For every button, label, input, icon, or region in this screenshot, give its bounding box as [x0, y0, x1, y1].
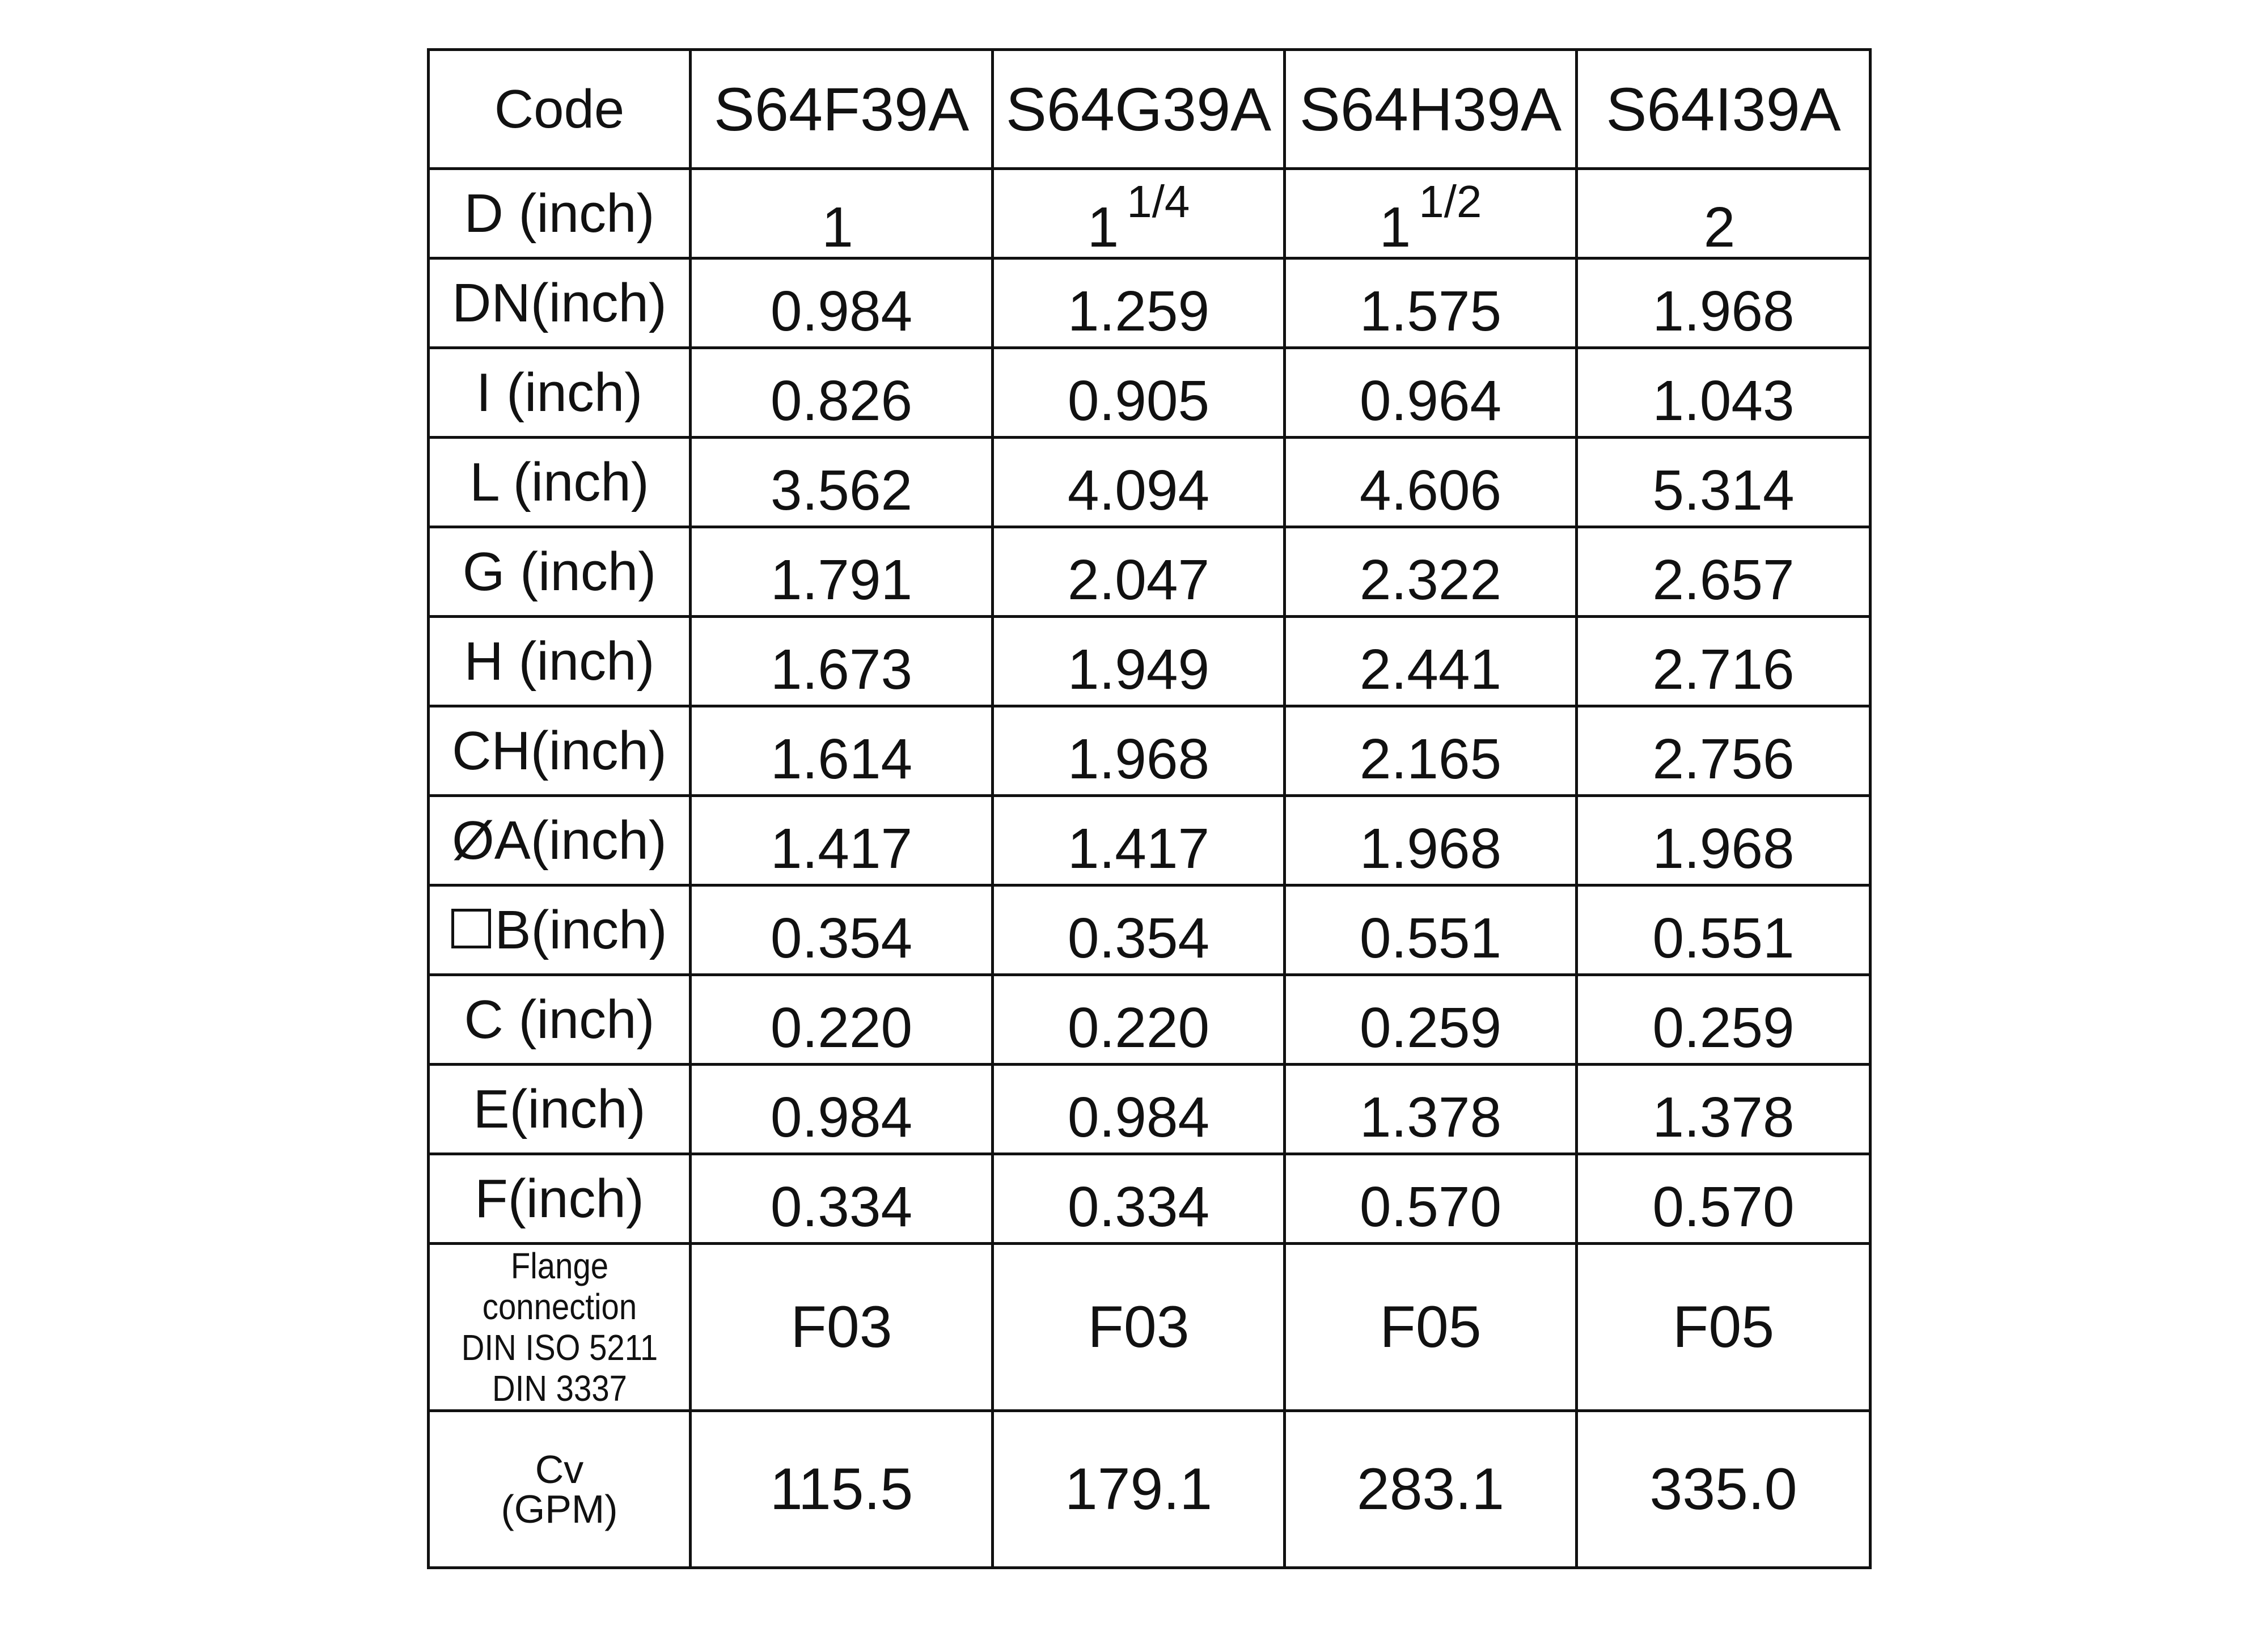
cell-value: 0.984 — [770, 279, 913, 343]
code-value: S64H39A — [1299, 74, 1562, 143]
cv-label-line: Cv — [535, 1447, 584, 1492]
cell-value: 0.259 — [1359, 995, 1502, 1060]
table-header-row — [429, 50, 1871, 169]
cell-value: 1.378 — [1359, 1085, 1502, 1149]
cell-value: 2.322 — [1359, 548, 1502, 612]
value-cell — [1285, 617, 1577, 706]
value-cell — [1577, 975, 1871, 1065]
value-cell — [1285, 527, 1577, 617]
cell-value: 2.047 — [1067, 548, 1210, 612]
cv-value: 335.0 — [1649, 1456, 1797, 1522]
header-label: Code — [494, 78, 625, 139]
diameter-fraction: 1/4 — [1127, 176, 1190, 227]
value-cell — [1285, 975, 1577, 1065]
row-label-cell — [429, 975, 691, 1065]
cell-value: 2.165 — [1359, 727, 1502, 791]
header-label-cell — [429, 50, 691, 169]
cv-label-cell — [429, 1411, 691, 1568]
cv-label-line: (GPM) — [501, 1487, 618, 1531]
cell-value: 1.575 — [1359, 279, 1502, 343]
value-cell — [993, 259, 1285, 348]
cell-value: 4.094 — [1067, 458, 1210, 522]
cell-value: 2.657 — [1652, 548, 1795, 612]
row-label-cell — [429, 438, 691, 527]
code-cell — [691, 50, 993, 169]
flange-value-cell — [691, 1244, 993, 1411]
diameter-fraction: 1/2 — [1419, 176, 1482, 227]
row-label-cell — [429, 259, 691, 348]
value-cell — [1285, 259, 1577, 348]
value-cell — [993, 796, 1285, 885]
value-cell — [993, 1154, 1285, 1244]
value-cell — [691, 617, 993, 706]
spec-table — [427, 48, 1872, 1569]
row-label: H (inch) — [464, 630, 655, 692]
value-cell — [993, 617, 1285, 706]
flange-value: F03 — [790, 1294, 892, 1360]
cv-value: 283.1 — [1356, 1456, 1505, 1522]
diameter-whole: 1 — [1379, 196, 1411, 259]
row-label-cell — [429, 527, 691, 617]
value-cell — [1577, 1154, 1871, 1244]
row-label: C (inch) — [464, 989, 655, 1050]
value-cell — [1577, 259, 1871, 348]
value-cell — [691, 1065, 993, 1154]
cell-value: 1.968 — [1652, 279, 1795, 343]
cell-value: 0.354 — [770, 906, 913, 970]
code-value: S64I39A — [1606, 74, 1841, 143]
cell-value: 0.826 — [770, 368, 913, 433]
flange-value: F03 — [1088, 1294, 1190, 1360]
cell-value: 1.673 — [770, 637, 913, 701]
row-label: L (inch) — [469, 451, 649, 512]
value-cell — [691, 975, 993, 1065]
value-cell — [1577, 617, 1871, 706]
cell-value: 3.562 — [770, 458, 913, 522]
flange-value: F05 — [1672, 1294, 1775, 1360]
cv-value-cell — [993, 1411, 1285, 1568]
table-row — [429, 348, 1871, 438]
row-label: CH(inch) — [452, 720, 667, 781]
value-cell — [1577, 706, 1871, 796]
table-row — [429, 796, 1871, 885]
value-cell — [1285, 169, 1577, 259]
diameter-whole: 1 — [1087, 196, 1119, 259]
cell-value: 1.417 — [770, 816, 913, 880]
value-cell — [1577, 527, 1871, 617]
flange-label-line: DIN ISO 5211 — [461, 1327, 658, 1368]
flange-label-line: connection — [482, 1286, 637, 1327]
cell-value: 0.220 — [1067, 995, 1210, 1060]
row-label: F(inch) — [475, 1168, 644, 1229]
value-cell — [691, 348, 993, 438]
code-cell — [993, 50, 1285, 169]
cv-value-cell — [1577, 1411, 1871, 1568]
diameter-whole: 2 — [1703, 196, 1736, 259]
cell-value: 0.964 — [1359, 368, 1502, 433]
row-label-cell — [429, 1154, 691, 1244]
cell-value: 1.378 — [1652, 1085, 1795, 1149]
code-value: S64F39A — [713, 74, 970, 143]
cell-value: 1.949 — [1067, 637, 1210, 701]
value-cell — [993, 169, 1285, 259]
table-row — [429, 885, 1871, 975]
table-row-flange — [429, 1244, 1871, 1411]
value-cell — [1577, 1065, 1871, 1154]
value-cell — [1577, 796, 1871, 885]
row-label: ØA(inch) — [452, 810, 667, 871]
cell-value: 0.551 — [1652, 906, 1795, 970]
row-label: I (inch) — [476, 362, 643, 423]
table-row — [429, 1154, 1871, 1244]
value-cell — [691, 796, 993, 885]
cell-value: 1.614 — [770, 727, 913, 791]
value-cell — [691, 706, 993, 796]
value-cell — [1285, 796, 1577, 885]
row-label: G (inch) — [462, 541, 657, 602]
row-label-cell — [429, 706, 691, 796]
value-cell — [1285, 885, 1577, 975]
value-cell — [1577, 885, 1871, 975]
row-label-cell — [429, 617, 691, 706]
row-label-cell — [429, 885, 691, 975]
value-cell — [993, 1065, 1285, 1154]
row-label-cell — [429, 169, 691, 259]
cell-value: 2.441 — [1359, 637, 1502, 701]
flange-value-cell — [1577, 1244, 1871, 1411]
flange-label-cell — [444, 1244, 675, 1411]
cv-value: 179.1 — [1064, 1456, 1213, 1522]
cell-value: 0.570 — [1652, 1175, 1795, 1239]
value-cell — [993, 348, 1285, 438]
cell-value: 0.984 — [1067, 1085, 1210, 1149]
table-row — [429, 438, 1871, 527]
row-label: B(inch) — [494, 899, 667, 960]
value-cell — [691, 885, 993, 975]
value-cell — [993, 885, 1285, 975]
flange-label-line: Flange — [510, 1245, 608, 1286]
row-label: DN(inch) — [452, 272, 667, 333]
table-row — [429, 527, 1871, 617]
cell-value: 0.570 — [1359, 1175, 1502, 1239]
flange-value: F05 — [1380, 1294, 1482, 1360]
value-cell — [1285, 1065, 1577, 1154]
value-cell — [1285, 438, 1577, 527]
cell-value: 0.984 — [770, 1085, 913, 1149]
cell-value: 1.259 — [1067, 279, 1210, 343]
cell-value: 0.220 — [770, 995, 913, 1060]
cell-value: 0.354 — [1067, 906, 1210, 970]
cell-value: 0.551 — [1359, 906, 1502, 970]
row-label-cell — [429, 796, 691, 885]
value-cell — [993, 438, 1285, 527]
code-value: S64G39A — [1005, 74, 1272, 143]
cell-value: 1.791 — [770, 548, 913, 612]
table-row-cv — [429, 1411, 1871, 1568]
value-cell — [1577, 438, 1871, 527]
flange-value-cell — [1285, 1244, 1577, 1411]
value-cell — [1285, 706, 1577, 796]
value-cell — [993, 706, 1285, 796]
cv-value-cell — [691, 1411, 993, 1568]
cell-value: 0.334 — [770, 1175, 913, 1239]
flange-label-line: DIN 3337 — [492, 1368, 627, 1409]
flange-value-cell — [993, 1244, 1285, 1411]
code-cell — [1577, 50, 1871, 169]
code-cell — [1285, 50, 1577, 169]
value-cell — [691, 438, 993, 527]
cell-value: 2.716 — [1652, 637, 1795, 701]
value-cell — [691, 527, 993, 617]
value-cell — [1285, 348, 1577, 438]
value-cell — [993, 975, 1285, 1065]
table-row — [429, 617, 1871, 706]
cell-value: 1.043 — [1652, 368, 1795, 433]
cell-value: 1.968 — [1067, 727, 1210, 791]
value-cell — [1285, 1154, 1577, 1244]
value-cell — [691, 169, 993, 259]
cell-value: 1.968 — [1359, 816, 1502, 880]
value-cell — [993, 527, 1285, 617]
diameter-whole: 1 — [822, 196, 853, 259]
cell-value: 1.417 — [1067, 816, 1210, 880]
table-row — [429, 706, 1871, 796]
table-row — [429, 975, 1871, 1065]
cell-value: 0.259 — [1652, 995, 1795, 1060]
cell-value: 1.968 — [1652, 816, 1795, 880]
cell-value: 5.314 — [1652, 458, 1795, 522]
table-row — [429, 1065, 1871, 1154]
row-label-cell — [429, 348, 691, 438]
cell-value: 0.334 — [1067, 1175, 1210, 1239]
data-rows — [429, 259, 1871, 1244]
value-cell — [691, 259, 993, 348]
row-label: D (inch) — [464, 183, 655, 244]
cv-value: 115.5 — [769, 1456, 913, 1522]
cv-value-cell — [1285, 1411, 1577, 1568]
cell-value: 0.905 — [1067, 368, 1210, 433]
cell-value: 4.606 — [1359, 458, 1502, 522]
table-row-diameter — [429, 169, 1871, 259]
table-row — [429, 259, 1871, 348]
value-cell — [1577, 169, 1871, 259]
cell-value: 2.756 — [1652, 727, 1795, 791]
value-cell — [1577, 348, 1871, 438]
value-cell — [691, 1154, 993, 1244]
row-label-cell — [429, 1065, 691, 1154]
row-label: E(inch) — [473, 1078, 646, 1139]
square-icon — [451, 909, 491, 948]
